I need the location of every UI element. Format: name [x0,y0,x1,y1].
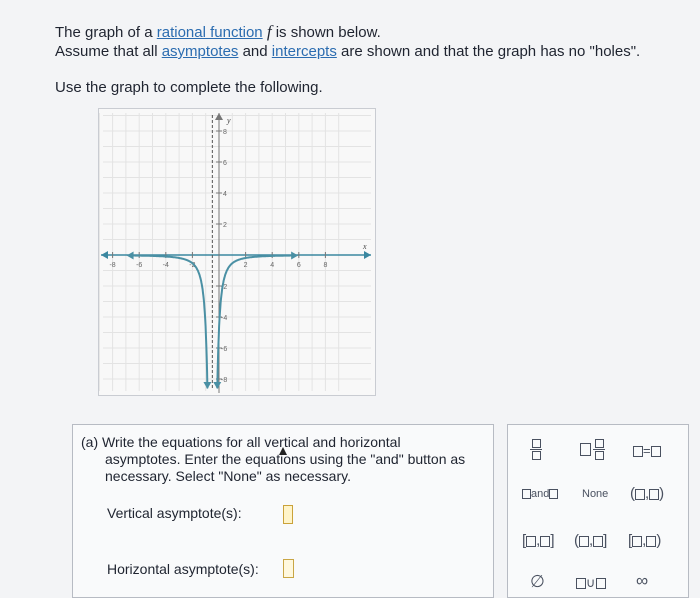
mouse-cursor-icon [279,447,287,455]
bracket-close: ] [550,532,555,549]
infinity-button[interactable]: ∞ [636,571,649,590]
bracket-open: [ [628,532,633,549]
none-button[interactable]: None [582,488,609,500]
intro-text: Assume that all [55,43,162,60]
curve-arrow-down-right [213,382,221,389]
intro-text: The graph of a [55,24,157,41]
horizontal-asymptote-label: Horizontal asymptote(s): [107,561,259,577]
paren-close: ) [659,485,665,502]
mixed-number-button[interactable] [580,439,605,460]
comma: , [642,532,647,549]
paren-open: ( [574,532,579,549]
asymptotes-link[interactable]: asymptotes [161,43,239,60]
x-tick-label: 4 [270,262,275,269]
horizontal-asymptote-input[interactable] [283,559,294,578]
x-axis-label: x [363,242,367,251]
fraction-button[interactable] [530,439,542,460]
union-sign: ∪ [586,575,596,590]
graph-canvas [99,109,375,395]
intro-text: are shown and that the graph has no "holes". [336,43,641,60]
x-tick-label: -4 [162,262,169,269]
and-button[interactable] [522,488,558,500]
y-tick-label: 4 [223,191,227,198]
y-tick-label: -2 [221,284,228,291]
y-tick-label: -6 [221,346,228,353]
y-tick-label: 8 [223,129,227,136]
intro-text: is shown below. [271,24,381,41]
vertical-asymptote-input[interactable] [283,505,293,524]
intro-text: and [238,43,272,60]
x-axis-arrow [364,251,371,259]
x-tick-label: -2 [189,262,196,269]
bracket-open: [ [522,532,527,549]
y-axis-label: y [227,116,231,125]
empty-set-button[interactable]: ∅ [530,572,545,591]
comma: , [536,532,541,549]
comma: , [645,485,650,502]
closed-interval-button[interactable] [522,532,555,549]
curve-arrow-down-left [203,382,211,389]
question-line-1: (a) Write the equations for all vertical and horizontal [81,434,401,450]
function-graph [98,108,376,396]
y-tick-label: 2 [223,222,227,229]
x-tick-label: -6 [136,262,143,269]
right-open-interval-button[interactable] [628,532,661,549]
x-tick-label: 2 [243,262,248,269]
paren-close: ) [656,532,662,549]
curve-right-branch [217,256,292,389]
y-tick-label: -4 [221,315,228,322]
equals-sign: = [643,443,651,458]
curve-left-branch [133,256,208,389]
bracket-close: ] [603,532,608,549]
x-tick-label: 8 [323,262,328,269]
function-variable: f [266,22,272,41]
comma: , [589,532,594,549]
equation-button[interactable] [633,443,661,458]
y-tick-label: -8 [221,377,228,384]
vertical-asymptote-label: Vertical asymptote(s): [107,505,242,521]
paren-open: ( [630,485,635,502]
question-line-2: asymptotes. Enter the equations using the "and" button as [105,451,466,467]
rational-function-link[interactable]: rational function [156,24,263,41]
x-tick-label: -8 [109,262,116,269]
open-interval-button[interactable] [630,485,664,502]
curve-arrow-right [291,252,298,260]
curve-arrow-left [127,252,134,260]
left-open-interval-button[interactable] [574,532,607,549]
question-panel [72,424,494,598]
intercepts-link[interactable]: intercepts [271,43,337,60]
math-palette [507,424,689,598]
x-tick-label: 6 [296,262,301,269]
x-axis-arrow-left [101,251,108,259]
intro-line-2 [55,43,640,60]
union-button[interactable] [576,575,606,591]
and-label: and [531,488,550,500]
question-line-3: necessary. Select "None" as necessary. [105,468,351,484]
intro-line-1 [55,22,381,42]
y-axis-arrow [215,113,223,120]
y-tick-label: 6 [223,160,227,167]
intro-line-3: Use the graph to complete the following. [55,79,323,96]
